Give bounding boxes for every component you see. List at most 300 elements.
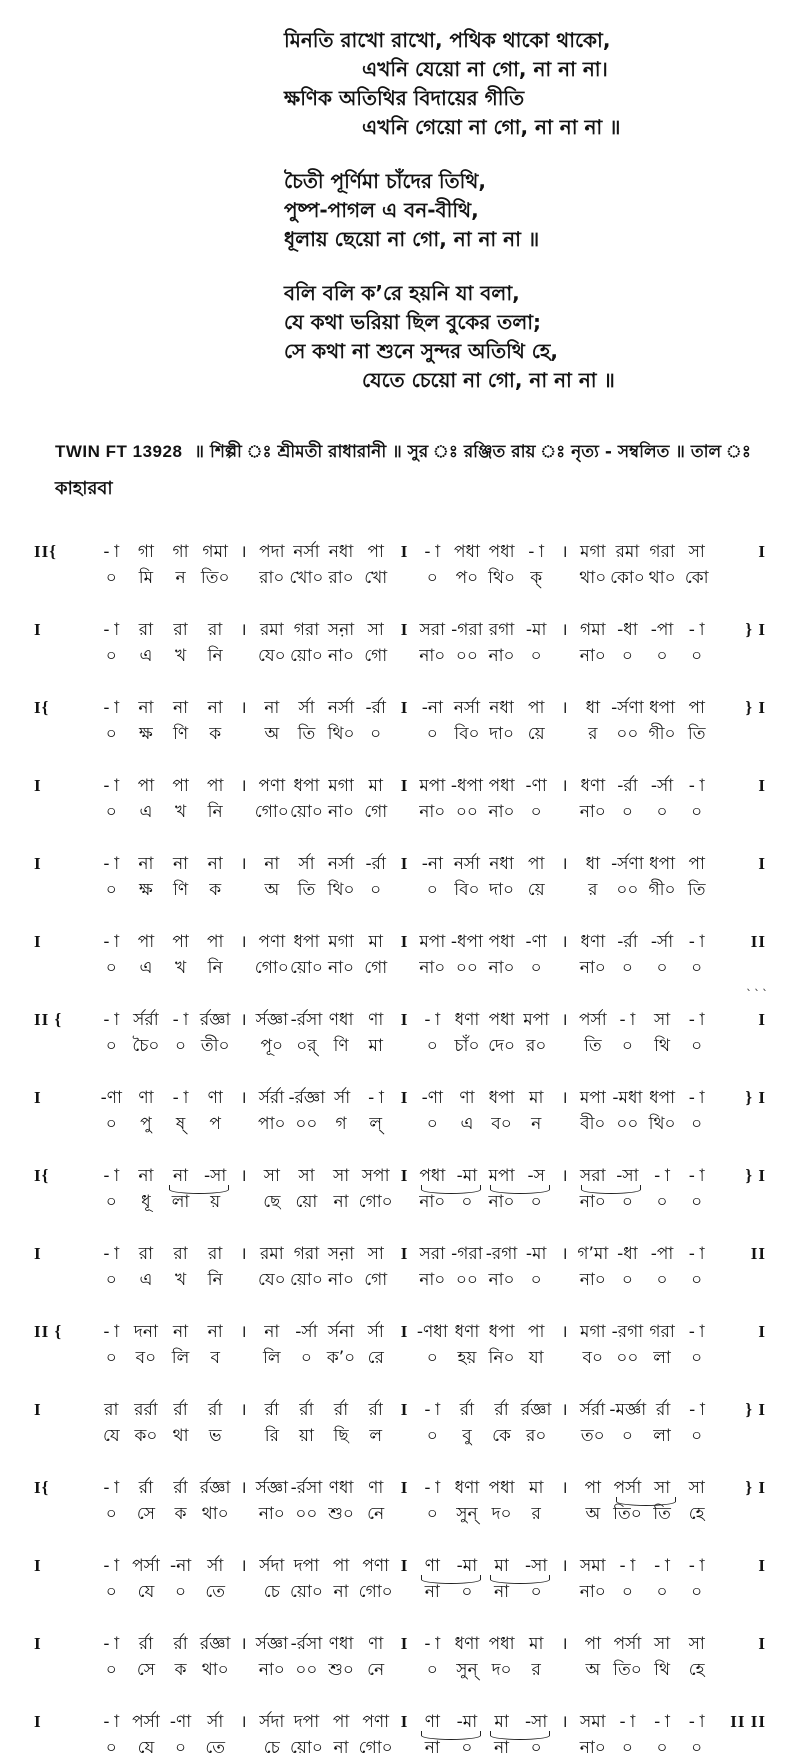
lyric-cell: না — [424, 1738, 440, 1758]
sargam-cell: ধণা — [454, 1010, 480, 1030]
beat-group — [94, 1007, 233, 1033]
tala-marker-close: I — [758, 776, 766, 795]
tala-marker: I — [400, 542, 408, 561]
sargam-cell: ধা — [585, 854, 601, 874]
tala-marker: I — [400, 1634, 408, 1653]
beat-group — [94, 1475, 233, 1501]
tala-marker-close: I — [758, 854, 766, 873]
sargam-cell: -গরা — [451, 620, 483, 640]
lyric-group — [415, 877, 554, 903]
lyric-cell: প — [209, 1114, 221, 1134]
sargam-cell: রমা — [615, 542, 640, 562]
beat-divider: । — [561, 1010, 568, 1030]
beat-group — [255, 929, 394, 955]
lyric-cell: না — [494, 1738, 510, 1758]
sargam-cell: মপা — [523, 1010, 550, 1030]
notation-line-pair — [0, 539, 800, 591]
notation-line-pair — [0, 1475, 800, 1527]
lyric-cell: দ০ — [491, 1660, 512, 1680]
sargam-cell: ধপা — [488, 1322, 515, 1342]
sargam-cell: -র্সণা — [611, 698, 644, 718]
lyric-cell: গো০ — [254, 958, 289, 978]
sargam-cell: সপা — [361, 1166, 390, 1186]
lyric-cell: ০ — [621, 1192, 633, 1212]
beat-divider: । — [240, 698, 247, 718]
sargam-cell: -মধা — [612, 1088, 643, 1108]
sargam-cell: ধণা — [454, 1322, 480, 1342]
beat-divider: । — [561, 1088, 568, 1108]
tala-marker-open: I — [34, 932, 42, 951]
beat-divider: । — [561, 620, 568, 640]
lyric-cell: যে০ — [257, 646, 286, 666]
lyric-cell: খ — [174, 1270, 187, 1290]
sargam-cell: র্রজ্ঞা — [199, 1478, 231, 1498]
sargam-cell: - া — [103, 854, 120, 874]
sargam-row — [0, 1007, 800, 1033]
sargam-cell: র্রা — [333, 1400, 349, 1420]
beat-group — [576, 1553, 715, 1579]
sargam-cell: - া — [103, 776, 120, 796]
lyric-group — [94, 565, 233, 591]
sargam-cell: পর্সা — [132, 1556, 160, 1576]
lyric-cell: তী০ — [200, 1036, 230, 1056]
lyric-row — [0, 955, 800, 981]
lyric-cell: তি০ — [613, 1660, 642, 1680]
sargam-cell: পা — [137, 776, 155, 796]
lyric-cell: না০ — [419, 958, 446, 978]
lyric-cell: রে — [367, 1348, 384, 1368]
lyric-cell: যে — [137, 1582, 155, 1602]
lyric-group — [576, 565, 715, 591]
lyric-cell: র — [531, 1660, 541, 1680]
lyric-cell: না০ — [258, 1504, 285, 1524]
lyric-group — [576, 1579, 715, 1605]
lyric-line: এখনি গেয়ো না গো, না না না ॥ — [362, 115, 621, 139]
lyric-row — [0, 1579, 800, 1605]
lyric-cell: নি — [207, 646, 223, 666]
beat-group — [415, 695, 554, 721]
notation-line-pair — [0, 1553, 800, 1605]
lyric-cell: গো — [364, 646, 388, 666]
lyric-group — [255, 1189, 394, 1215]
sargam-cell: -মা — [456, 1166, 478, 1186]
sargam-cell: -র্রসা — [290, 1478, 323, 1498]
tala-marker-open: I — [34, 854, 42, 873]
verse — [0, 279, 800, 395]
tala-marker-open: II { — [34, 1322, 63, 1341]
lyric-row — [0, 721, 800, 747]
credits-line — [55, 439, 800, 467]
beat-divider: । — [561, 1322, 568, 1342]
lyric-cell: ০ — [656, 802, 668, 822]
lyric-cell: ০ — [105, 880, 117, 900]
lyric-row — [0, 1267, 800, 1293]
tala-marker-close: I — [758, 1556, 766, 1575]
lyric-group — [415, 1033, 554, 1059]
lyric-cell: না০ — [579, 1270, 606, 1290]
lyric-line: পুষ্প-পাগল এ বন-বীথি, — [284, 198, 479, 222]
sargam-cell: - া — [103, 1010, 120, 1030]
lyric-group — [415, 1657, 554, 1683]
lyric-cell: এ — [139, 802, 153, 822]
beat-group — [415, 1085, 554, 1111]
beat-group — [415, 617, 554, 643]
lyric-cell: ০ — [426, 1504, 438, 1524]
sargam-cell: পধা — [488, 542, 515, 562]
sargam-cell: মগা — [328, 932, 354, 952]
lyric-cell: ০০ — [295, 1660, 318, 1680]
lyric-cell: না০ — [488, 646, 515, 666]
beat-group — [94, 773, 233, 799]
lyric-cell: র — [588, 724, 598, 744]
tala-marker: I — [400, 698, 408, 717]
lyric-group — [255, 955, 394, 981]
tala-marker-open: I — [34, 1400, 42, 1419]
lyric-group — [415, 565, 554, 591]
sargam-cell: মগা — [580, 542, 606, 562]
lyric-cell: তি — [297, 880, 316, 900]
lyric-cell: ক — [209, 880, 222, 900]
tala-marker-close: II II — [730, 1712, 766, 1731]
sargam-cell: র্সা — [298, 854, 315, 874]
lyric-cell: ০ — [105, 1192, 117, 1212]
lyric-cell: ০ — [621, 1738, 633, 1758]
lyric-cell: ০ — [691, 1192, 703, 1212]
lyric-cell: রি — [264, 1426, 279, 1446]
notation-line-pair — [0, 1085, 800, 1137]
sargam-cell: পধা — [453, 542, 480, 562]
lyric-group — [255, 565, 394, 591]
sargam-cell: রমা — [259, 620, 284, 640]
lyric-group — [94, 1189, 233, 1215]
sargam-cell: সা — [332, 1166, 350, 1186]
sargam-cell: -সা — [204, 1166, 227, 1186]
lyric-cell: গো০ — [358, 1582, 393, 1602]
sargam-cell: পদা — [259, 542, 285, 562]
lyric-cell: অ — [585, 1660, 601, 1680]
lyric-cell: য়ে — [527, 880, 545, 900]
lyric-group — [415, 1345, 554, 1371]
sargam-cell: না — [173, 1166, 189, 1186]
sargam-cell: না — [264, 698, 280, 718]
sargam-cell: -স — [527, 1166, 545, 1186]
beat-group — [255, 539, 394, 565]
beat-group — [576, 1007, 715, 1033]
lyric-cell: ০ — [461, 1582, 473, 1602]
beat-group — [576, 851, 715, 877]
lyric-cell: ০ — [691, 1348, 703, 1368]
lyric-cell: ০০ — [616, 1348, 639, 1368]
sargam-cell: নধা — [328, 542, 354, 562]
lyric-cell: ০ — [105, 1504, 117, 1524]
lyric-cell: ক’০ — [326, 1348, 356, 1368]
lyric-cell: ছি — [333, 1426, 349, 1446]
sargam-cell: -র্রসা — [290, 1634, 323, 1654]
lyric-cell: ০ — [621, 1426, 633, 1446]
lyric-cell: ০ — [621, 958, 633, 978]
sargam-cell: পা — [137, 932, 155, 952]
beat-divider: । — [561, 1166, 568, 1186]
lyric-line: ধূলায় ছেয়ো না গো, না না না ॥ — [284, 227, 540, 251]
lyric-cell: গো০ — [358, 1738, 393, 1758]
sargam-cell: পা — [527, 698, 545, 718]
lyric-cell: ০০ — [455, 802, 478, 822]
tala-marker-open: I{ — [34, 698, 50, 717]
sargam-cell: মা — [529, 1634, 544, 1654]
lyric-cell: ০ — [530, 1582, 542, 1602]
sargam-cell: র্রা — [208, 1400, 223, 1420]
tala-marker-open: I — [34, 1088, 42, 1107]
beat-divider: । — [561, 1556, 568, 1576]
lyric-cell: ভ — [208, 1426, 222, 1446]
lyric-cell: ব — [210, 1348, 220, 1368]
lyric-cell: ০ — [621, 646, 633, 666]
beat-divider: । — [561, 698, 568, 718]
lyric-cell: থি০ — [327, 724, 355, 744]
lyric-cell: ০ — [621, 1036, 633, 1056]
lyric-cell: য়ো — [295, 1192, 318, 1212]
sargam-cell: পা — [527, 854, 545, 874]
sargam-cell: দপা — [293, 1712, 320, 1732]
tala-marker: I — [400, 620, 408, 639]
lyric-group — [94, 1579, 233, 1605]
beat-group — [415, 1631, 554, 1657]
notation-line-pair — [0, 773, 800, 825]
lyric-cell: ধূ — [141, 1192, 151, 1212]
beat-group — [94, 1709, 233, 1735]
sargam-cell: - া — [103, 1322, 120, 1342]
lyric-group — [94, 955, 233, 981]
lyric-cell: য়ো০ — [289, 1270, 323, 1290]
sargam-cell: গমা — [580, 620, 606, 640]
beat-group — [255, 1553, 394, 1579]
lyric-cell: ০ — [691, 1738, 703, 1758]
beat-group — [415, 1475, 554, 1501]
sargam-cell: - া — [688, 1556, 705, 1576]
sargam-row — [0, 1319, 800, 1345]
sargam-cell: না — [207, 854, 223, 874]
sargam-cell: সরা — [419, 1244, 446, 1264]
lyric-group — [415, 799, 554, 825]
lyric-group — [415, 1423, 554, 1449]
beat-group — [415, 851, 554, 877]
tala-marker-open: I{ — [34, 1478, 50, 1497]
lyric-cell: অ — [264, 724, 280, 744]
sargam-cell: -রগা — [611, 1322, 644, 1342]
sargam-cell: সা — [367, 1244, 384, 1264]
lyric-cell: ০ — [691, 1036, 703, 1056]
beat-divider: । — [561, 1400, 568, 1420]
lyric-cell: ষ্ — [175, 1114, 186, 1134]
lyric-group — [94, 1267, 233, 1293]
sargam-cell: পা — [584, 1634, 602, 1654]
sargam-cell: সমা — [580, 1712, 606, 1732]
lyric-group — [576, 877, 715, 903]
beat-group — [255, 851, 394, 877]
beat-group — [94, 1553, 233, 1579]
beat-group — [255, 1631, 394, 1657]
lyric-cell: মা — [368, 1036, 383, 1056]
sargam-cell: ণধা — [328, 1010, 354, 1030]
lyric-cell: ন — [175, 568, 186, 588]
lyric-cell: না০ — [579, 1192, 606, 1212]
continuation-mark: ˎˎˎ — [746, 977, 770, 991]
lyric-cell: ০ — [105, 1582, 117, 1602]
notation-line-pair — [0, 617, 800, 669]
sargam-cell: র্রা — [138, 1478, 154, 1498]
lyric-group — [576, 955, 715, 981]
notation-line-pair — [0, 1631, 800, 1683]
sargam-cell: রা — [208, 1244, 223, 1264]
lyric-group — [255, 1033, 394, 1059]
sargam-cell: গরা — [649, 1322, 675, 1342]
beat-group — [415, 1007, 554, 1033]
lyric-row — [0, 1423, 800, 1449]
beat-group — [94, 1241, 233, 1267]
sargam-cell: না — [138, 1166, 154, 1186]
lyric-cell: ০ — [656, 958, 668, 978]
sargam-row — [0, 773, 800, 799]
lyric-cell: ক্ — [530, 568, 543, 588]
lyric-group — [255, 643, 394, 669]
sargam-cell: -মা — [456, 1712, 478, 1732]
sargam-cell: সা — [688, 542, 705, 562]
lyric-cell: বু — [462, 1426, 472, 1446]
lyric-row — [0, 799, 800, 825]
lyric-cell: গো০ — [254, 802, 289, 822]
sargam-cell: পা — [332, 1712, 350, 1732]
lyric-cell: ০ — [370, 880, 382, 900]
sargam-cell: -গরা — [451, 1244, 483, 1264]
tala-marker: I — [400, 1712, 408, 1731]
lyric-cell: এ — [139, 1270, 153, 1290]
lyric-row — [0, 1501, 800, 1527]
sargam-cell: - া — [654, 1712, 670, 1732]
lyric-row — [0, 1111, 800, 1137]
sargam-cell: পা — [172, 932, 189, 952]
lyric-group — [415, 1111, 554, 1137]
sargam-cell: -র্রজ্ঞা — [288, 1088, 326, 1108]
lyric-cell: চে — [263, 1738, 280, 1758]
beat-group — [255, 695, 394, 721]
lyric-cell: না০ — [579, 958, 606, 978]
tala-marker-open: I{ — [34, 1166, 50, 1185]
sargam-cell: পা — [206, 932, 224, 952]
sargam-cell: - া — [688, 1322, 705, 1342]
sargam-cell: ধণা — [454, 1634, 480, 1654]
sargam-cell: পা — [172, 776, 189, 796]
lyric-cell: গো — [364, 802, 388, 822]
sargam-cell: -সা — [525, 1712, 548, 1732]
sargam-cell: সা — [688, 1478, 705, 1498]
sargam-cell: সন়া — [327, 1244, 355, 1264]
lyric-cell: ০ — [105, 958, 117, 978]
sargam-cell: সা — [298, 1166, 315, 1186]
sargam-cell: - া — [619, 1712, 636, 1732]
sargam-cell: - া — [528, 542, 545, 562]
sargam-cell: পা — [584, 1478, 602, 1498]
lyric-group — [94, 1033, 233, 1059]
sargam-cell: সরা — [419, 620, 446, 640]
lyric-cell: খ — [174, 646, 187, 666]
lyric-cell: ক — [174, 1660, 187, 1680]
sargam-cell: ণা — [368, 1478, 384, 1498]
lyric-cell: না — [333, 1582, 349, 1602]
sargam-cell: ধপা — [649, 1088, 676, 1108]
lyric-group — [415, 1501, 554, 1527]
lyric-group — [94, 1501, 233, 1527]
beat-group — [576, 1709, 715, 1735]
beat-group — [255, 1319, 394, 1345]
lyric-cell: নি০ — [488, 1348, 515, 1368]
sargam-cell: র্সজ্ঞা — [255, 1010, 289, 1030]
sargam-cell: ধপা — [488, 1088, 515, 1108]
beat-group — [94, 695, 233, 721]
lyric-row — [0, 1033, 800, 1059]
sargam-cell: র্রা — [264, 1400, 279, 1420]
lyric-cell: কো — [684, 568, 709, 588]
lyric-cell: ০০ — [616, 1114, 639, 1134]
lyric-cell: ০ — [530, 958, 542, 978]
sargam-cell: রা — [138, 1244, 154, 1264]
lyric-cell: থি — [654, 1036, 670, 1056]
lyric-cell: যা — [528, 1348, 544, 1368]
lyric-cell: না০ — [419, 646, 446, 666]
lyric-group — [255, 1267, 394, 1293]
beat-group — [255, 617, 394, 643]
lyric-cell: ০০ — [455, 646, 478, 666]
lyric-cell: ০ — [426, 1036, 438, 1056]
lyric-cell: না০ — [327, 1270, 355, 1290]
sargam-cell: -র্সা — [650, 932, 674, 952]
sargam-cell: -না — [421, 854, 443, 874]
lyric-cell: থা০ — [201, 1504, 229, 1524]
lyric-cell: বী০ — [580, 1114, 606, 1134]
sargam-cell: - া — [654, 1166, 670, 1186]
sargam-cell: মপা — [419, 932, 446, 952]
lyric-cell: রা০ — [328, 568, 354, 588]
lyric-cell: ০ — [426, 568, 438, 588]
tala-marker-close: I — [758, 1010, 766, 1029]
lyric-group — [255, 1423, 394, 1449]
lyric-cell: না — [333, 1738, 349, 1758]
sargam-cell: রগা — [488, 620, 515, 640]
beat-group — [576, 1319, 715, 1345]
tala-marker-open: II{ — [34, 542, 57, 561]
lyric-cell: না০ — [579, 1582, 606, 1602]
lyric-cell: তি০ — [613, 1504, 642, 1524]
lyric-cell: র০ — [525, 1426, 547, 1446]
lyric-cell: অ — [264, 880, 280, 900]
lyric-line: মিনতি রাখো রাখো, পথিক থাকো থাকো, — [284, 28, 611, 52]
beat-divider: । — [240, 542, 247, 562]
sargam-cell: পা — [332, 1556, 350, 1576]
lyric-cell: না — [333, 1192, 349, 1212]
sargam-cell: মগা — [580, 1322, 606, 1342]
notation-line-pair — [0, 1007, 800, 1059]
lyric-group — [94, 1345, 233, 1371]
sargam-cell: র্রা — [173, 1634, 188, 1654]
lyric-group — [255, 1501, 394, 1527]
beat-divider: । — [240, 1634, 247, 1654]
beat-divider: । — [240, 1088, 247, 1108]
beat-group — [415, 1553, 554, 1579]
beat-group — [255, 1163, 394, 1189]
sargam-cell: ধণা — [454, 1478, 480, 1498]
lyric-cell: ০ — [105, 1348, 117, 1368]
sargam-cell: - া — [688, 932, 705, 952]
sargam-cell: - া — [103, 1634, 120, 1654]
